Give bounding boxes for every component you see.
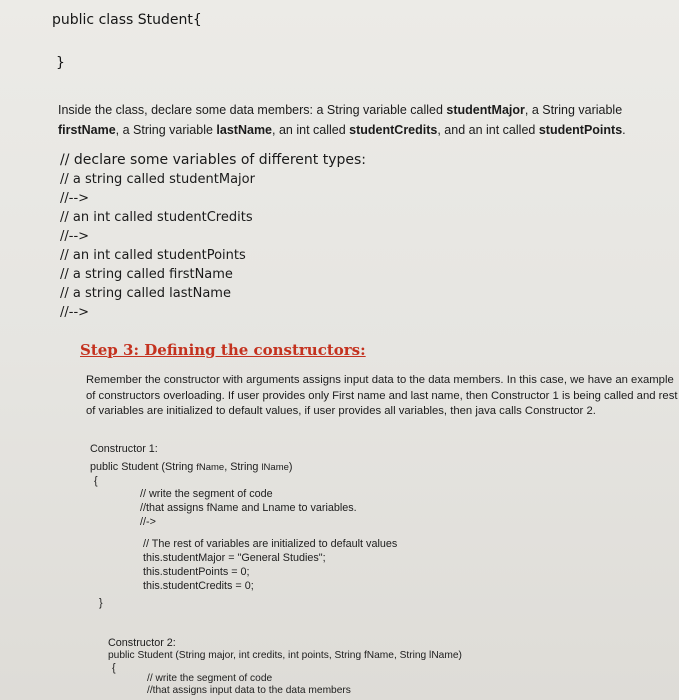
comment-line: // a string called studentMajor xyxy=(60,172,255,187)
instructions-paragraph: Inside the class, declare some data members: a String variable called studentMajor, a String variable firstName, a String variable lastName, an int called studentCredits, and an int called studentPoints. xyxy=(58,103,626,137)
code-comment: // The rest of variables are initialized to default values xyxy=(143,538,398,550)
comment-line: // a string called firstName xyxy=(60,267,233,282)
constructor1-close-brace: } xyxy=(99,597,103,609)
code-comment: //-> xyxy=(140,516,156,528)
code-comment: //that assigns input data to the data members xyxy=(147,685,351,696)
comment-line: //--> xyxy=(60,191,90,206)
step3-paragraph: Remember the constructor with arguments assigns input data to the data members. In this case, we have an example of constructors overloading. If user provides only First name and last name, then Constructor 1 is being called and rest of variables are initialized to default values, if user provides all variables, then java calls Constructor 2. xyxy=(86,374,678,417)
constructor2-open-brace: { xyxy=(112,662,116,674)
code-line: this.studentMajor = "General Studies"; xyxy=(143,552,326,564)
comment-line: // declare some variables of different types: xyxy=(60,152,366,168)
comment-line: // a string called lastName xyxy=(60,286,231,301)
constructor1-signature: public Student (String fName, String lName) xyxy=(90,461,293,473)
code-line: this.studentPoints = 0; xyxy=(143,566,250,578)
constructor1-open-brace: { xyxy=(94,475,98,487)
class-declaration: public class Student{ xyxy=(52,12,202,28)
comment-line: // an int called studentCredits xyxy=(60,210,253,225)
code-comment: // write the segment of code xyxy=(140,488,273,500)
code-comment: // write the segment of code xyxy=(147,673,273,684)
comment-line: // an int called studentPoints xyxy=(60,248,246,263)
code-line: this.studentCredits = 0; xyxy=(143,580,254,592)
constructor2-signature: public Student (String major, int credits, int points, String fName, String lName) xyxy=(108,650,462,661)
comment-line: //--> xyxy=(60,229,90,244)
constructor2-label: Constructor 2: xyxy=(108,637,176,649)
class-close-brace: } xyxy=(56,55,65,71)
constructor1-label: Constructor 1: xyxy=(90,443,158,455)
comment-line: //--> xyxy=(60,305,90,320)
code-comment: //that assigns fName and Lname to variables. xyxy=(140,502,357,514)
step3-heading: Step 3: Defining the constructors: xyxy=(80,341,366,359)
